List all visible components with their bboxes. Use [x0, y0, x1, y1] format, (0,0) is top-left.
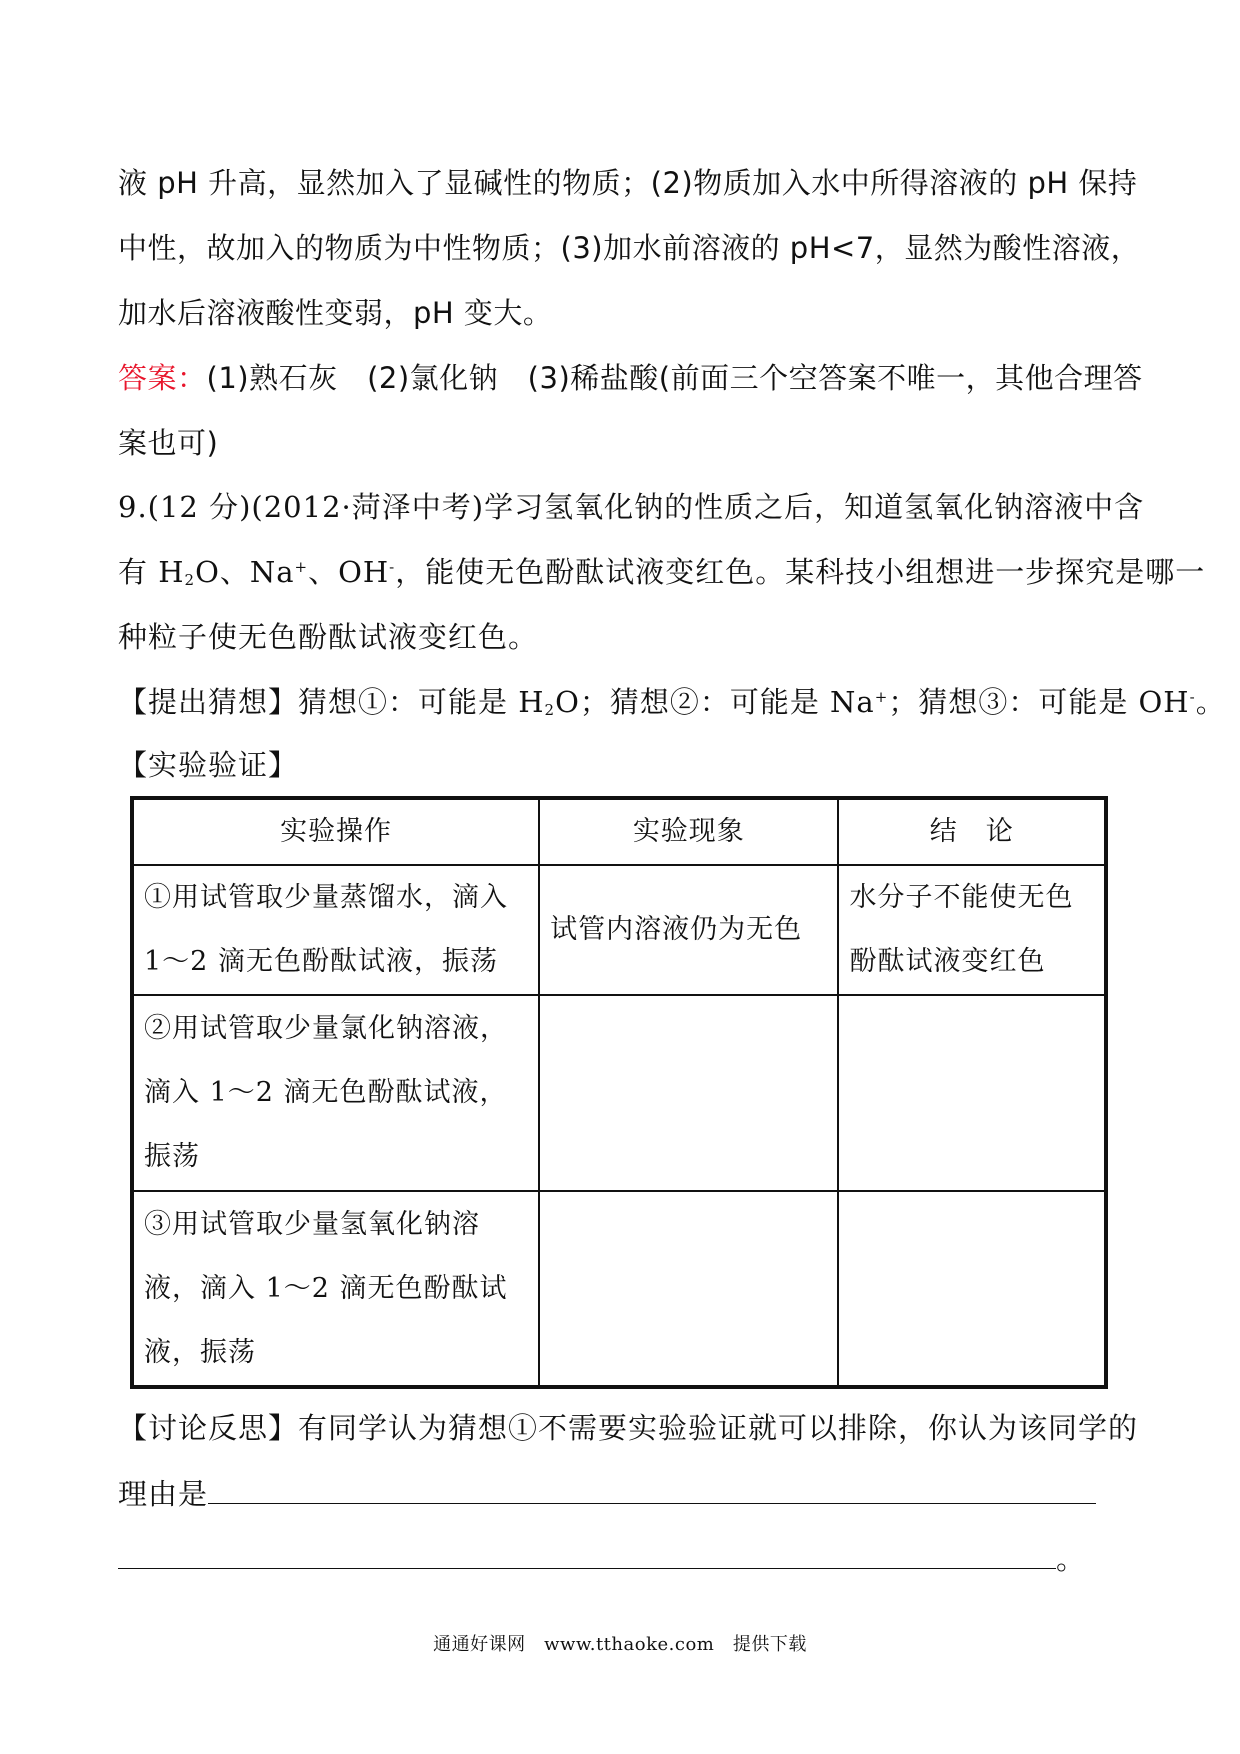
text-fragment: 。	[1195, 685, 1226, 719]
cell-operation	[132, 995, 539, 1191]
cell-conclusion-blank[interactable]	[838, 1191, 1106, 1387]
discussion-line-2	[118, 1473, 1096, 1514]
cell-conclusion-blank[interactable]	[838, 995, 1106, 1191]
explanation-line-3: 加水后溶液酸性变弱，pH 变大。	[118, 296, 553, 330]
cell-operation	[132, 865, 539, 995]
hypothesis-line	[118, 682, 1226, 722]
explanation-line-1: 液 pH 升高，显然加入了显碱性的物质；(2)物质加入水中所得溶液的 pH 保持	[118, 166, 1138, 200]
text-fragment: ；猜想③：可能是 OH	[888, 685, 1190, 719]
subscript: 2	[544, 701, 556, 719]
cell-operation	[132, 1191, 539, 1387]
table-header-row	[132, 798, 1106, 865]
subscript: 2	[184, 571, 196, 589]
cell-phenomenon	[539, 865, 838, 995]
cell-text: ③用试管取少量氢氧化钠溶液，滴入 1～2 滴无色酚酞试液，振荡	[144, 1208, 508, 1368]
question-line-3: 种粒子使无色酚酞试液变红色。	[118, 620, 539, 654]
cell-text: ②用试管取少量氯化钠溶液，滴入 1～2 滴无色酚酞试液，振荡	[144, 1013, 508, 1172]
end-mark: 。	[1056, 1542, 1087, 1576]
experiment-table	[130, 796, 1108, 1389]
superscript: -	[1189, 688, 1196, 706]
discussion-line-1: 【讨论反思】有同学认为猜想①不需要实验验证就可以排除，你认为该同学的	[118, 1411, 1139, 1445]
header-phenomenon: 实验现象	[539, 798, 838, 865]
reason-label: 理由是	[118, 1477, 209, 1511]
text-fragment: 有 H	[118, 555, 185, 589]
table-row	[132, 995, 1106, 1191]
question-line-2	[118, 552, 1205, 592]
table-row	[132, 865, 1106, 995]
answer-text: (1)熟石灰 (2)氯化钠 (3)稀盐酸(前面三个空答案不唯一，其他合理答	[206, 361, 1143, 395]
cell-text: 水分子不能使无色酚酞试液变红色	[849, 882, 1074, 977]
superscript: +	[874, 688, 889, 706]
text-fragment: O、Na	[195, 555, 295, 589]
cell-phenomenon-blank[interactable]	[539, 1191, 838, 1387]
answer-label: 答案：	[118, 361, 207, 395]
header-operation: 实验操作	[132, 798, 539, 865]
cell-text: ①用试管取少量蒸馏水，滴入 1～2 滴无色酚酞试液，振荡	[144, 882, 508, 977]
superscript: -	[389, 558, 396, 576]
answer-line-2: 案也可)	[118, 426, 219, 460]
explanation-line-2: 中性，故加入的物质为中性物质；(3)加水前溶液的 pH<7，显然为酸性溶液，	[118, 231, 1141, 265]
text-fragment: O；猜想②：可能是 Na	[555, 685, 875, 719]
header-conclusion: 结 论	[838, 798, 1106, 865]
discussion-line-3	[118, 1538, 1086, 1579]
cell-phenomenon-blank[interactable]	[539, 995, 838, 1191]
cell-conclusion	[838, 865, 1106, 995]
cell-text: 试管内溶液仍为无色	[550, 914, 803, 945]
text-fragment: 【提出猜想】猜想①：可能是 H	[118, 685, 545, 719]
text-fragment: 、OH	[308, 555, 390, 589]
table-row	[132, 1191, 1106, 1387]
answer-blank-line[interactable]	[208, 1473, 1096, 1504]
answer-line-1	[118, 358, 1143, 398]
text-fragment: ，能使无色酚酞试液变红色。某科技小组想进一步探究是哪一	[395, 555, 1206, 589]
answer-blank-line[interactable]	[118, 1538, 1056, 1569]
question-line-1: 9.(12 分)(2012·菏泽中考)学习氢氧化钠的性质之后，知道氢氧化钠溶液中含	[118, 490, 1145, 524]
verify-heading: 【实验验证】	[118, 748, 299, 782]
superscript: +	[294, 558, 309, 576]
footer-text: 通通好课网 www.tthaoke.com 提供下载	[433, 1634, 807, 1655]
